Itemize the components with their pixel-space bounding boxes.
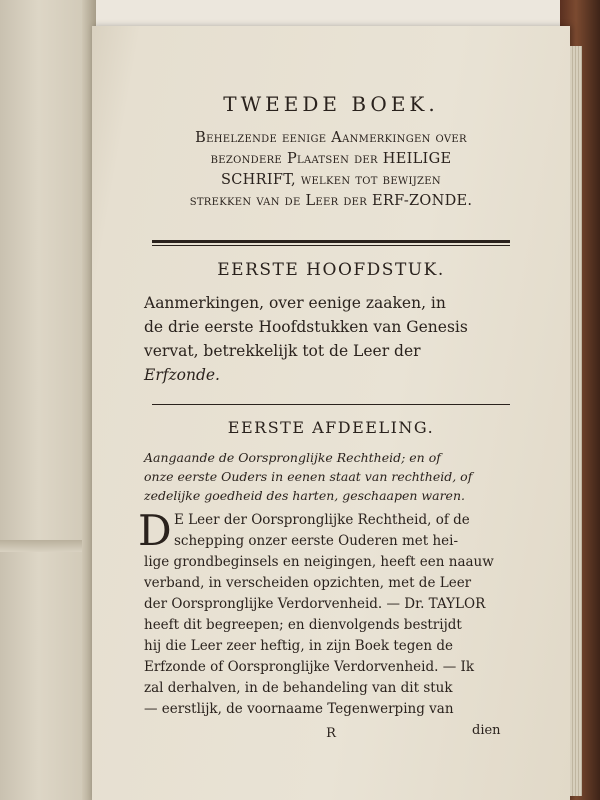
subtitle-line: SCHRIFT, welken tot bewijzen xyxy=(221,172,441,188)
body-line: — eerstlijk, de voornaame Tegenwerping van xyxy=(144,701,454,717)
subtitle-line: strekken van de Leer der ERF-ZONDE. xyxy=(189,193,473,209)
page-fold xyxy=(0,540,84,552)
chapter-line: Erfzonde. xyxy=(144,366,220,384)
body-line: lige grondbeginsels en neigingen, heeft een naauw xyxy=(144,554,494,570)
chapter-line: vervat, betrekkelijk tot de Leer der xyxy=(144,342,421,360)
catchword: dien xyxy=(472,723,501,738)
body-line: Erfzonde of Oorspronglijke Verdorvenheid. — Ik xyxy=(144,659,475,675)
chapter-line: Aanmerkingen, over eenige zaaken, in xyxy=(144,294,446,312)
rule-section xyxy=(152,404,510,405)
right-page xyxy=(92,26,570,800)
section-line: onze eerste Ouders in eenen staat van rechtheid, of xyxy=(144,469,473,484)
page-edges xyxy=(570,46,582,796)
section-title: EERSTE AFDEELING. xyxy=(227,418,435,437)
body-line: hij die Leer zeer heftig, in zijn Boek tegen de xyxy=(144,638,453,654)
rule-thick xyxy=(152,240,510,243)
subtitle-line: bezondere Plaatsen der HEILIGE xyxy=(210,151,452,167)
rule-thin xyxy=(152,245,510,246)
body-line: zal derhalven, in de behandeling van dit stuk xyxy=(144,680,453,696)
drop-cap: D xyxy=(138,506,172,555)
section-line: zedelijke goedheid des harten, geschaapen waren. xyxy=(144,488,465,503)
body-line: heeft dit begreepen; en dienvolgends bestrijdt xyxy=(144,617,462,633)
signature-mark: R xyxy=(326,726,336,741)
chapter-title: EERSTE HOOFDSTUK. xyxy=(217,260,445,280)
section-line: Aangaande de Oorspronglijke Rechtheid; en of xyxy=(144,450,441,465)
chapter-line: de drie eerste Hoofdstukken van Genesis xyxy=(144,318,468,336)
body-line: der Oorspronglijke Verdorvenheid. — Dr. TAYLOR xyxy=(144,596,486,612)
body-line: E Leer der Oorspronglijke Rechtheid, of de xyxy=(174,512,470,528)
body-line: schepping onzer eerste Ouderen met hei- xyxy=(174,533,459,549)
body-line: verband, in verscheiden opzichten, met de Leer xyxy=(144,575,472,591)
left-page xyxy=(0,0,96,800)
book-title: TWEEDE BOEK. xyxy=(223,92,439,116)
subtitle-line: Behelzende eenige Aanmerkingen over xyxy=(195,130,467,146)
